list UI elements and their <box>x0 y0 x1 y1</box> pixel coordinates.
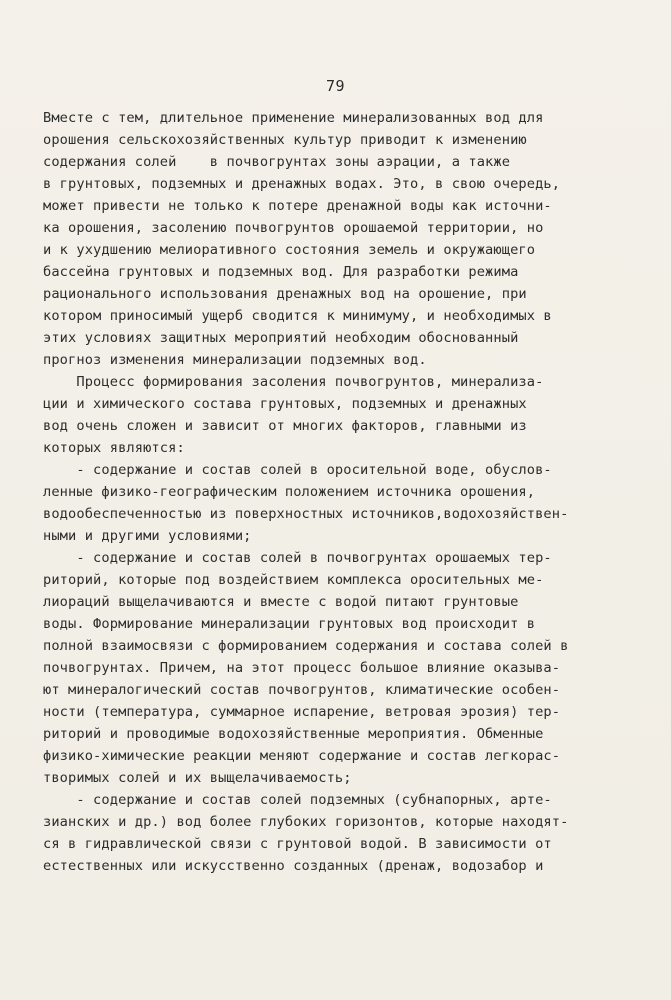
text-line: естественных или искусственно созданных (дренаж, водозабор и <box>43 858 544 874</box>
text-line: водообеспеченностью из поверхностных источников,водохозяйствен- <box>43 506 569 522</box>
text-line: этих условиях защитных мероприятий необходим обоснованный <box>43 330 519 346</box>
text-line: - содержание и состав солей в почвогрунтах орошаемых тер- <box>43 550 552 566</box>
text-line: котором приносимый ущерб сводится к минимуму, и необходимых в <box>43 308 552 324</box>
text-line: - содержание и состав солей подземных (субнапорных, арте- <box>43 792 552 808</box>
text-line: ка орошения, засолению почвогрунтов орошаемой территории, но <box>43 220 544 236</box>
text-line: творимых солей и их выщелачиваемость; <box>43 770 352 786</box>
text-line: ленные физико-географическим положением источника орошения, <box>43 484 536 500</box>
text-line: ными и другими условиями; <box>43 528 252 544</box>
text-line: ности (температура, суммарное испарение, ветровая эрозия) тер- <box>43 704 561 720</box>
text-line: прогноз изменения минерализации подземных вод. <box>43 352 427 368</box>
text-line: физико-химические реакции меняют содержание и состав легкорас- <box>43 748 561 764</box>
text-line: Вместе с тем, длительное применение минерализованных вод для <box>43 110 544 126</box>
text-line: которых являются: <box>43 440 185 456</box>
text-line: орошения сельскохозяйственных культур приводит к изменению <box>43 132 527 148</box>
text-line: зианских и др.) вод более глубоких горизонтов, которые находят- <box>43 814 569 830</box>
text-line: рационального использования дренажных вод на орошение, при <box>43 286 527 302</box>
text-line: лиораций выщелачиваются и вместе с водой питают грунтовые <box>43 594 519 610</box>
text-line: полной взаимосвязи с формированием содержания и состава солей в <box>43 638 569 654</box>
text-line: может привести не только к потере дренажной воды как источни- <box>43 198 552 214</box>
text-line: в грунтовых, подземных и дренажных водах. Это, в свою очередь, <box>43 176 561 192</box>
text-line: содержания солей в почвогрунтах зоны аэрации, а также <box>43 154 511 170</box>
text-line: - содержание и состав солей в оросительной воде, обуслов- <box>43 462 552 478</box>
text-line: ют минералогический состав почвогрунтов, климатические особен- <box>43 682 561 698</box>
text-line: ся в гидравлической связи с грунтовой водой. В зависимости от <box>43 836 552 852</box>
text-line: Процесс формирования засоления почвогрунтов, минерализа- <box>43 374 544 390</box>
text-line: воды. Формирование минерализации грунтовых вод происходит в <box>43 616 536 632</box>
text-line: почвогрунтах. Причем, на этот процесс большое влияние оказыва- <box>43 660 561 676</box>
text-line: риторий, которые под воздействием комплекса оросительных ме- <box>43 572 544 588</box>
text-line: и к ухудшению мелиоративного состояния земель и окружающего <box>43 242 536 258</box>
page-number: 79 <box>325 77 346 95</box>
text-line: риторий и проводимые водохозяйственные мероприятия. Обменные <box>43 726 544 742</box>
text-line: бассейна грунтовых и подземных вод. Для разработки режима <box>43 264 519 280</box>
text-line: ции и химического состава грунтовых, подземных и дренажных <box>43 396 527 412</box>
text-line: вод очень сложен и зависит от многих факторов, главными из <box>43 418 527 434</box>
